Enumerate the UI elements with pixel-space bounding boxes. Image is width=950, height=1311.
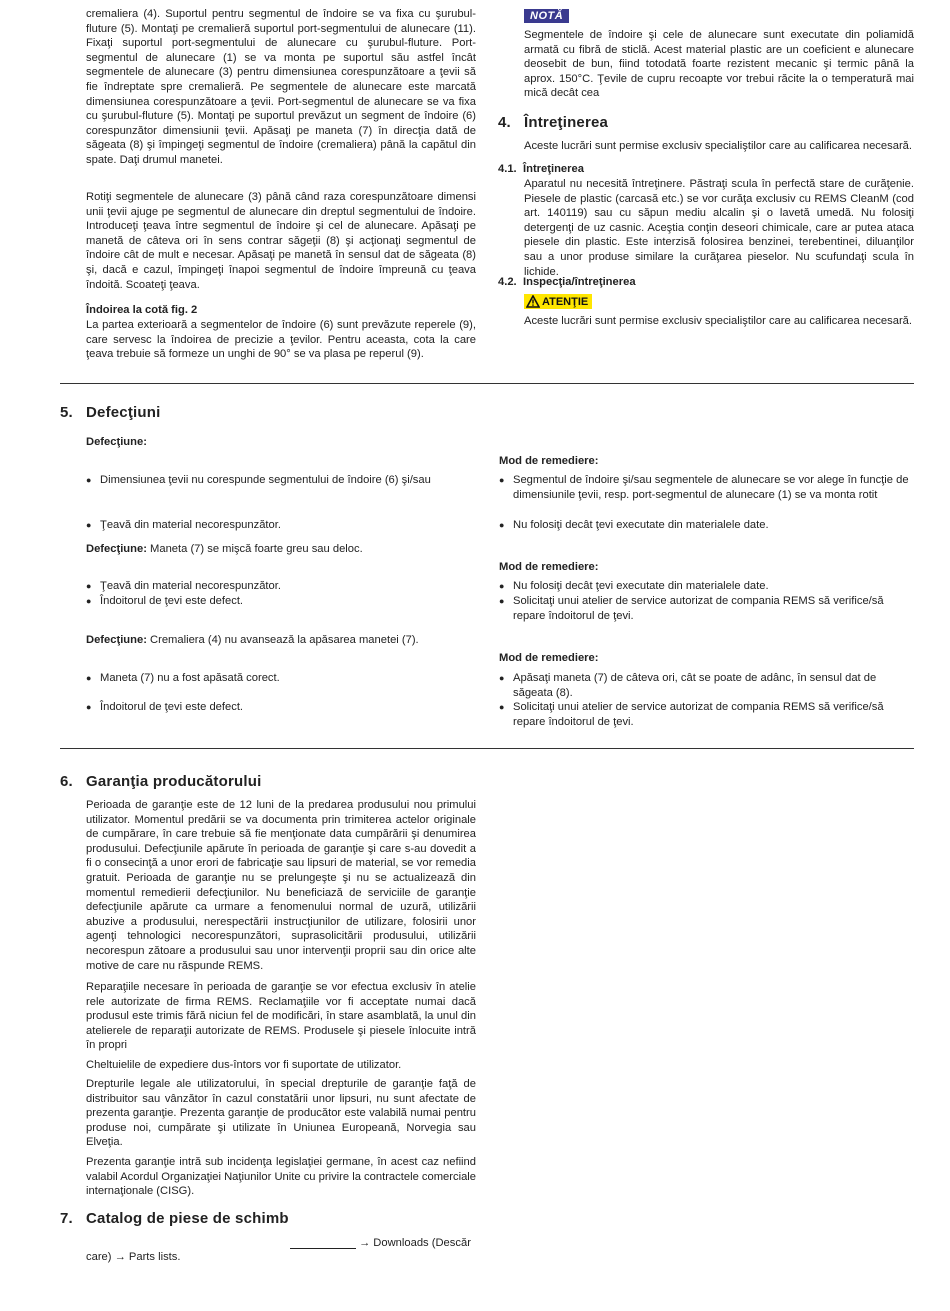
defect-3-line bbox=[86, 633, 419, 648]
defect-1-fix-2: ● Nu folosiţi decât ţevi executate din materialele date. bbox=[499, 518, 913, 533]
defect-2-line bbox=[86, 542, 363, 557]
defect-3-label: Defecţiune: bbox=[86, 634, 147, 646]
section-7-number: 7. bbox=[60, 1210, 73, 1227]
section-4-intro: Aceste lucrări sunt permise exclusiv specialiştilor care au calificarea necesară. bbox=[524, 140, 912, 152]
atentie-label: ATENŢIE bbox=[542, 295, 589, 308]
subsection-4-1-heading bbox=[498, 163, 584, 175]
warranty-paragraph-2: Reparaţiile necesare în perioada de garanţie se vor efectua exclusiv în atelie rele autorizate de firma REMS. Reclamaţiile vor fi acceptate numai dacă produsul este trimis fără niciun fel de modificări, în stare asamblată, la unul din atelierele de reparaţii autorizate de REMS. Produsele şi piesele înlocuite intră în propri bbox=[86, 981, 476, 1052]
atentie-badge bbox=[524, 294, 592, 309]
defect-1-fix-1: ● Segmentul de îndoire şi/sau segmentele de alunecare se vor alege în funcţie de dimensiunile ţevii, resp. port-segmentul de alunecare (1) se va monta rotit bbox=[499, 473, 913, 502]
defect-3-fix-1: ● Apăsaţi maneta (7) de câteva ori, cât se poate de adânc, în sensul dat de săgeata (8). bbox=[499, 671, 913, 700]
section-7-heading bbox=[60, 1210, 289, 1227]
defect-2-fix-1: ● Nu folosiţi decât ţevi executate din materialele date. bbox=[499, 579, 913, 594]
defect-2-fix-2: ● Solicitaţi unui atelier de service autorizat de compania REMS să verifice/să repare îndoitorul de ţevi. bbox=[499, 594, 913, 623]
remedy-2-label: Mod de remediere: bbox=[499, 561, 599, 573]
subsection-4-1-text: Aparatul nu necesită întreţinere. Păstraţi scula în perfectă stare de curăţenie. Piesele de plastic (carcasă etc.) se vor curăţa exclusiv cu REMS CleanM (cod art. 140119) sau cu săpun mediu alcalin şi o lavetă umedă. Nu folosiţi detergenţi de uz casnic. Aceştia conţin deseori chimicale, care ar putea ataca piesele din plastic. Este interzisă folosirea benzinei, terebentinei, diluanţilor sau a unor produse similare la curăţarea pieselor. Nu scufundaţi scula în lichide. bbox=[524, 178, 914, 278]
subsection-4-2-text: Aceste lucrări sunt permise exclusiv specialiştilor care au calificarea necesară. bbox=[524, 315, 912, 327]
warranty-paragraph-1: Perioada de garanţie este de 12 luni de la predarea produsului nou primului utilizator. Momentul predării se va documenta prin trimiterea actelor originale de cumpărare, în care trebuie să fie menţionate data cumpărării şi denumirea produsului. Defecţiunile apărute în perioada de garanţie şi care s-au dovedit a fi o consecinţă a unor erori de fabricaţie sau lipsuri de material, se vor remedia gratuit. Perioada de garanţie nu se prelungeşte şi nu se actualizează din momentul remedierii defecţiunilor. Nu beneficiază de serviciile de garanţie defecţiunile apărute ca urmare a fenomenului normal de uzură, utilizării abuzive a produsului, nerespectării instrucţiunilor de utilizare, folosirii unor agenţi tehnologici necorespunzători, suprasolicitării produsului, utilizării necorespun zătoare a produsului sau unor intervenţii proprii sau din orice alte motive de care nu răspunde REMS. bbox=[86, 799, 476, 972]
section-5-heading bbox=[60, 404, 161, 421]
warranty-paragraph-4: Drepturile legale ale utilizatorului, în special drepturile de garanţie faţă de distribuitor sau vânzător în cazul constatării unor lipsuri, nu sunt afectate de prezenta garanţie. Prezenta garanţie de producător este valabilă numai pentru produse noi, cumpărate şi utilizate în Uniunea Europeană, Norvegia sau Elveţia. bbox=[86, 1078, 476, 1149]
section-7-title: Catalog de piese de schimb bbox=[86, 1210, 289, 1227]
defect-3-text: Cremaliera (4) nu avansează la apăsarea manetei (7). bbox=[150, 634, 419, 646]
section-4-heading bbox=[498, 114, 608, 131]
defect-2-text: Maneta (7) se mişcă foarte greu sau deloc. bbox=[150, 543, 363, 555]
defect-1-cause-1: ● Dimensiunea ţevii nu corespunde segmentului de îndoire (6) şi/sau bbox=[86, 473, 490, 488]
downloads-path: → Downloads (Descăr bbox=[359, 1237, 471, 1249]
parts-lists-path: care) → Parts lists. bbox=[86, 1251, 181, 1263]
defect-2-label: Defecţiune: bbox=[86, 543, 147, 555]
bending-paragraph: Rotiţi segmentele de alunecare (3) până când raza corespunzătoare dimensi unii ţevii ajuge pe segmentul de alunecare din dreptul segmentului de îndoire. Introduceţi ţeava între segmentul de îndoire şi cel de alunecare. Apăsaţi pe manetă de câteva ori în sens contrar săgeţii (8) şi acţionaţi segmentul de îndoire cât de mult e necesar. Apăsaţi pe manetă în sensul dat de săgeata (8) şi, dacă e cazul, împingeţi înapoi segmentul de îndoire împreună cu ţeava îndoită. Scoateţi ţeava. bbox=[86, 191, 476, 291]
nota-text: Segmentele de îndoire şi cele de alunecare sunt executate din poliamidă armată cu fibră de sticlă. Acest material plastic are un coeficient e alunecare deosebit de bun, fiind totodată foarte rezistent mecanic şi termic până la aprox. 150°C. Ţevile de cupru recoapte vor trebui răcite la o temperatură mai mică decât cea bbox=[524, 29, 914, 100]
section-divider bbox=[60, 383, 914, 384]
link-placeholder-line bbox=[290, 1248, 356, 1249]
defect-3-cause-1: ● Maneta (7) nu a fost apăsată corect. bbox=[86, 671, 490, 686]
subsection-4-1-title: Întreţinerea bbox=[523, 163, 584, 175]
defect-3-cause-2: ● Îndoitorul de ţevi este defect. bbox=[86, 700, 490, 715]
warranty-paragraph-3: Cheltuielile de expediere dus-întors vor fi suportate de utilizator. bbox=[86, 1059, 402, 1071]
subheading-bending-fig2: Îndoirea la cotă fig. 2 bbox=[86, 304, 198, 316]
defect-2-cause-1: ● Ţeavă din material necorespunzător. bbox=[86, 579, 490, 594]
section-6-heading bbox=[60, 773, 261, 790]
warranty-paragraph-5: Prezenta garanţie intră sub incidenţa legislaţiei germane, în acest caz nefiind valabil Acordul Organizaţiei Naţiunilor Unite cu privire la contractele comerciale internaţionale (CISG). bbox=[86, 1156, 476, 1198]
subsection-4-2-title: Inspecţia/întreţinerea bbox=[523, 276, 636, 288]
section-5-title: Defecţiuni bbox=[86, 404, 161, 421]
subsection-4-2-heading bbox=[498, 276, 636, 288]
warning-triangle-icon bbox=[526, 295, 540, 308]
section-5-number: 5. bbox=[60, 404, 73, 421]
section-divider-2 bbox=[60, 748, 914, 749]
section-4-title: Întreţinerea bbox=[524, 114, 609, 131]
defect-1-cause-2: ● Ţeavă din material necorespunzător. bbox=[86, 518, 490, 533]
defect-1-label: Defecţiune: bbox=[86, 436, 147, 448]
section-6-number: 6. bbox=[60, 773, 73, 790]
subsection-4-1-number: 4.1. bbox=[498, 163, 517, 175]
marker-paragraph: La partea exterioară a segmentelor de îndoire (6) sunt prevăzute reperele (9), care servesc la îndoirea de precizie a ţevilor. Pentru aceasta, cota la care ţeava trebuie să formeze un unghi de 90° se va plasa pe reperul (9). bbox=[86, 319, 476, 361]
section-4-number: 4. bbox=[498, 114, 511, 131]
remedy-1-label: Mod de remediere: bbox=[499, 455, 599, 467]
section-6-title: Garanţia producătorului bbox=[86, 773, 262, 790]
assembly-paragraph: cremaliera (4). Suportul pentru segmentul de îndoire se va fixa cu şurubul-fluture (5). Montaţi pe cremalieră suportul port-segmentului de alunecare (11). Fixaţi suportul port-segmentului de alunecare cu şurubul-fluture. Port-segmentul de alunecare (1) se va monta pe suportul său astfel încât segmentele de alunecare (3) pentru dimensiunea corespunzătoare a ţevii să fie îndreptate spre cremalieră. Pe segmentele de alunecare este marcată dimensiunea corespunzătoare a ţevii. Port-segmentul de alunecare se va fixa cu şurubul-fluture (5). Montaţi pe suportul prevăzut un segment de îndoire (6) corespunzător dimensiunii ţevii. Apăsaţi pe maneta (7) în direcţia dată de săgeata (8) şi împingeţi segmentul de îndoire (cremaliera) până la capătul din spate. Daţi drumul manetei. bbox=[86, 8, 476, 166]
defect-3-fix-2: ● Solicitaţi unui atelier de service autorizat de compania REMS să verifice/să repare îndoitorul de ţevi. bbox=[499, 700, 913, 729]
remedy-3-label: Mod de remediere: bbox=[499, 652, 599, 664]
nota-badge: NOTĂ bbox=[524, 9, 569, 23]
defect-2-cause-2: ● Îndoitorul de ţevi este defect. bbox=[86, 594, 490, 609]
subsection-4-2-number: 4.2. bbox=[498, 276, 517, 288]
